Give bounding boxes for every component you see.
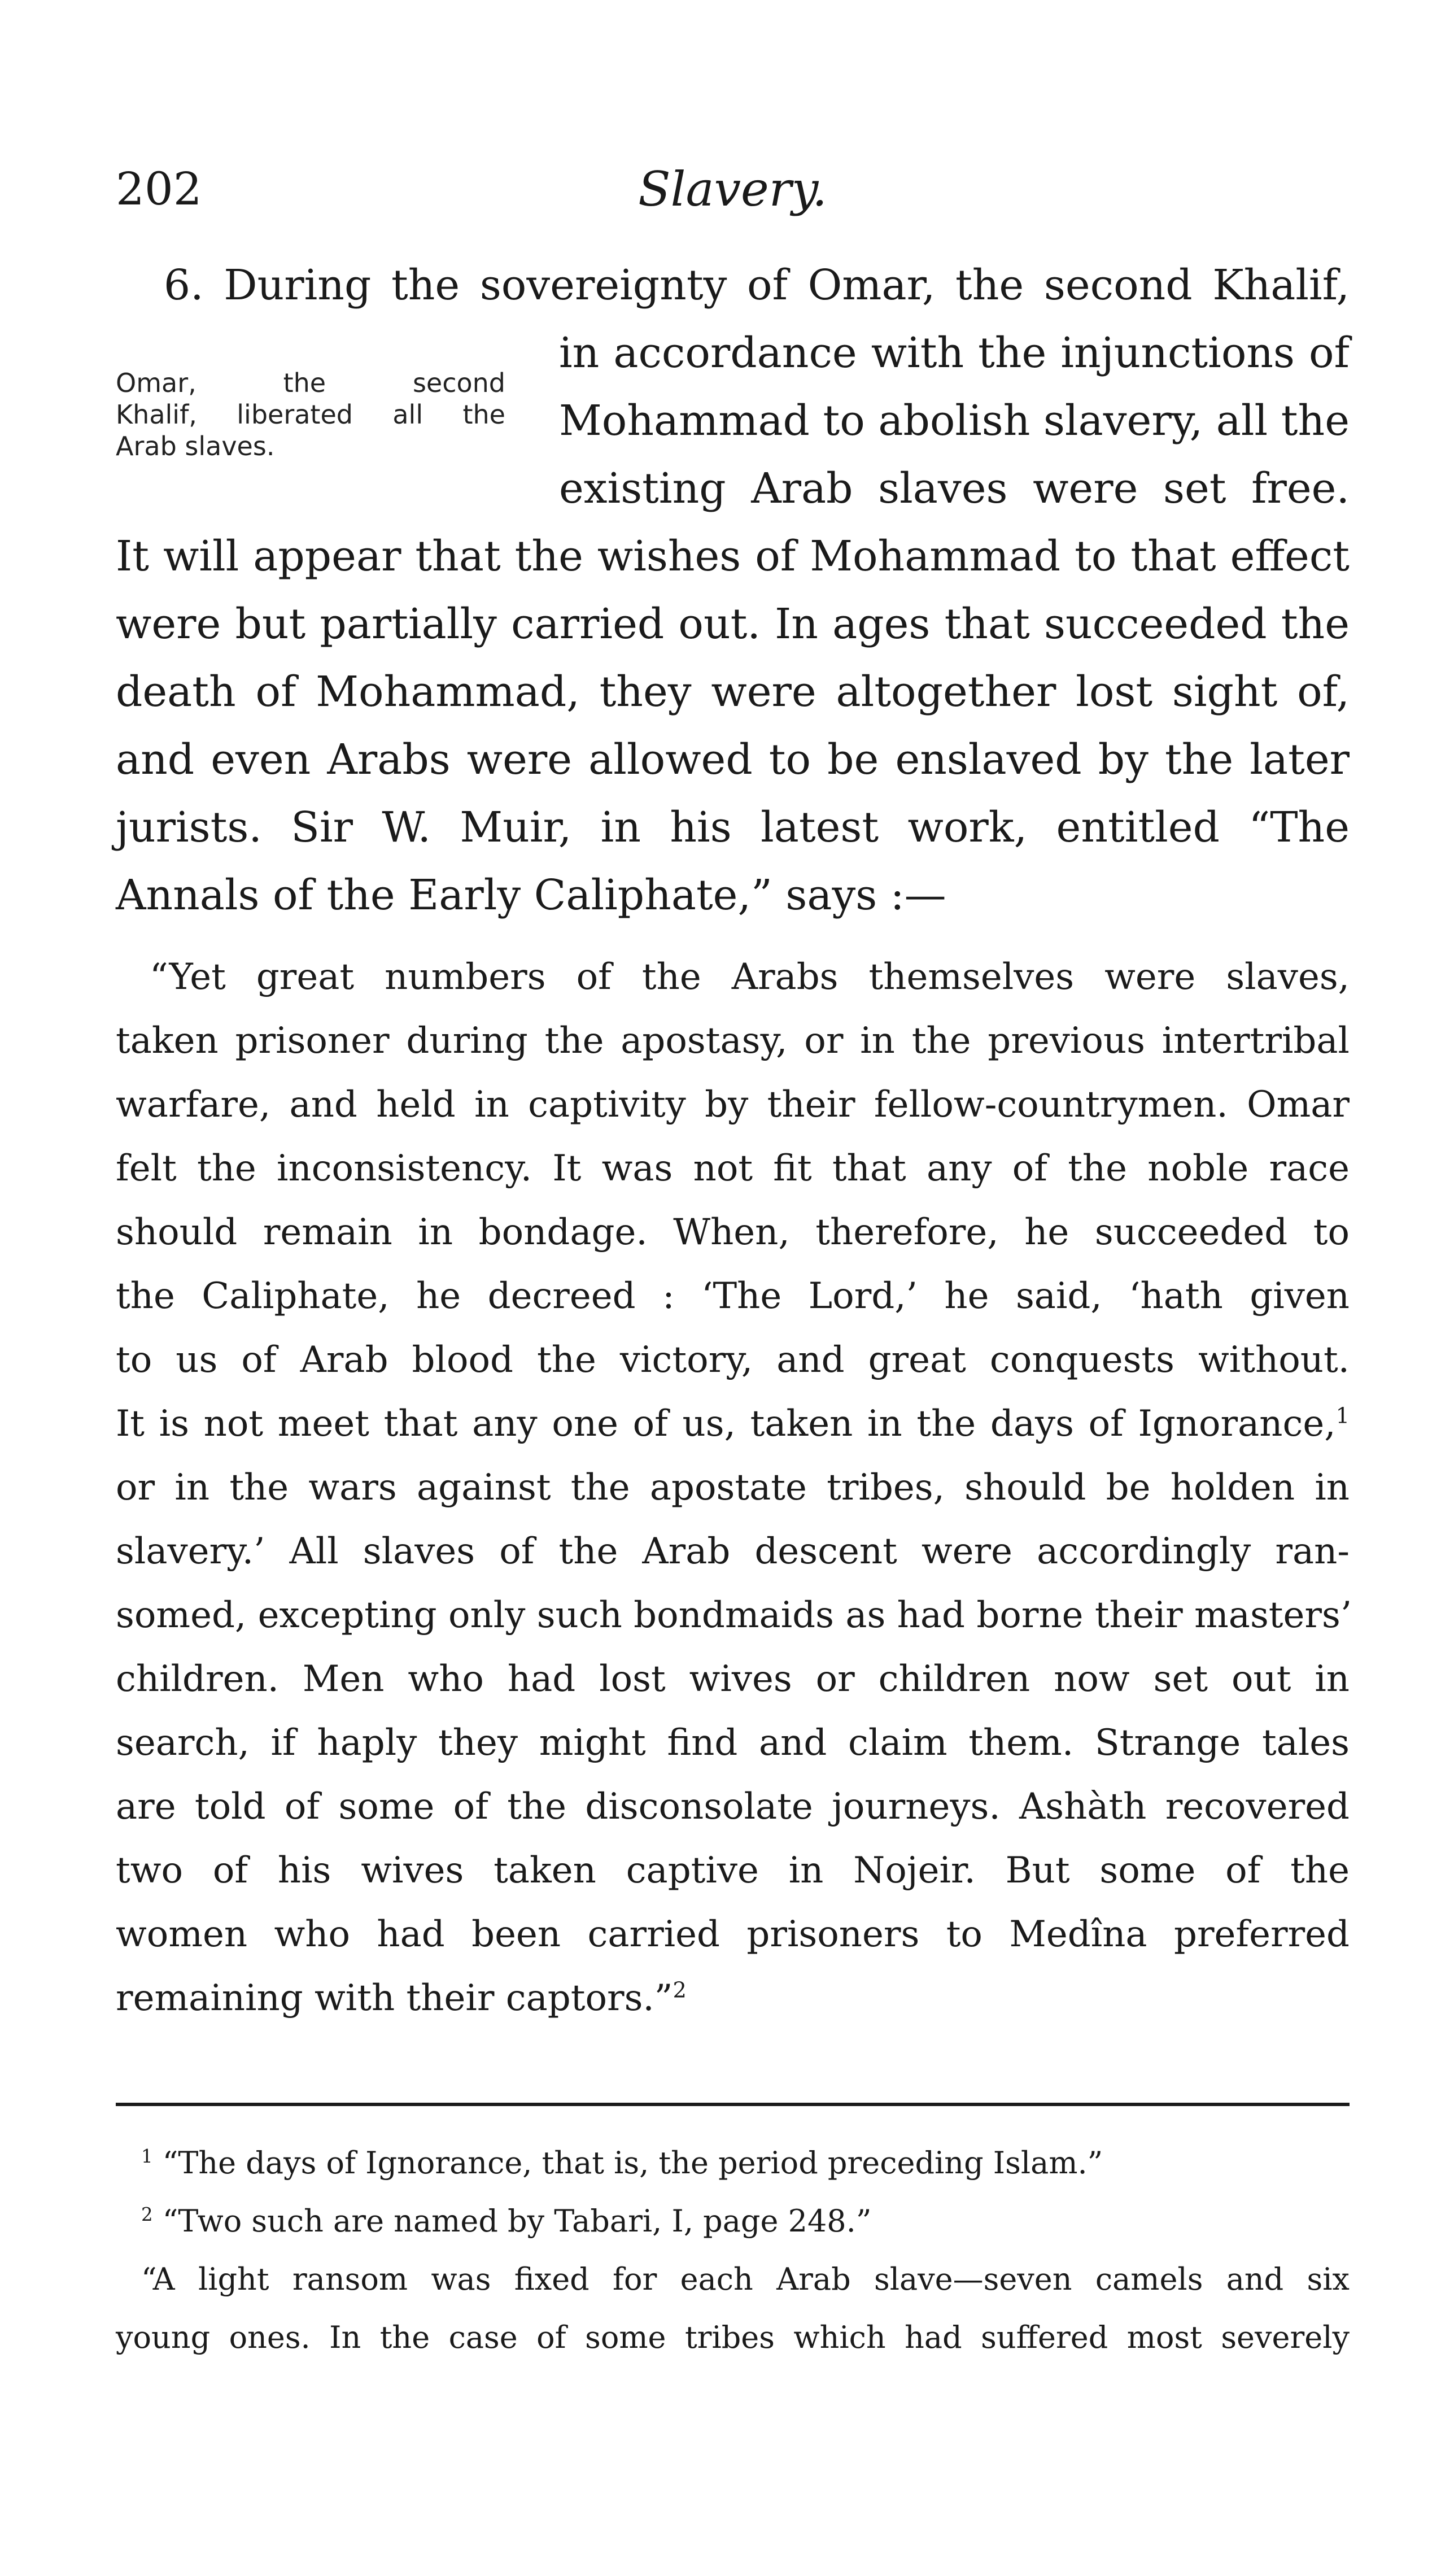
quote-line: to us of Arab blood the victory, and great conquests without. [116,1339,1350,1381]
quote-line: slavery.’ All slaves of the Arab descent were accordingly ran- [116,1531,1350,1572]
paragraph-line: in accordance with the injunctions of [559,329,1350,377]
paragraph-line: existing Arab slaves were set free. [559,464,1350,513]
page-header [116,161,1350,223]
paragraph-line: Annals of the Early Caliphate,” says :— [116,871,946,919]
quote-line: are told of some of the disconsolate journeys. Ashàth recovered [116,1786,1350,1828]
footnote-continuation-line: “A light ransom was fixed for each Arab slave—seven camels and six [141,2261,1350,2297]
paragraph-line: 6. During the sovereignty of Omar, the second Khalif, [164,261,1350,310]
footnote-continuation-line: young ones. In the case of some tribes which had suffered most severely [116,2320,1350,2355]
quote-line: warfare, and held in captivity by their fellow-countrymen. Omar [116,1084,1350,1126]
quote-line: women who had been carried prisoners to Medîna preferred [116,1914,1350,1955]
footnote-ref: 1 [1335,1403,1350,1429]
paragraph-line: It will appear that the wishes of Mohammad to that effect [116,532,1350,581]
footnote-marker: 2 [141,2204,153,2225]
quote-line: children. Men who had lost wives or children now set out in [116,1658,1350,1700]
paragraph-line: and even Arabs were allowed to be enslaved by the later [116,735,1350,784]
page-number: 202 [116,163,202,215]
quote-line: It is not meet that any one of us, taken in the days of Ignorance,$^1$ [116,1403,1350,1445]
quote-line: somed, excepting only such bondmaids as had borne their masters’ [116,1594,1352,1636]
footnote-ref: 2 [673,1977,687,2003]
margin-note [116,367,505,462]
margin-note-line: Khalif, liberated all the [116,399,505,430]
quote-line: remaining with their captors.”$^2$ [116,1977,687,2019]
running-title: Slavery. [638,162,827,217]
footnote-marker: 1 [141,2146,153,2167]
quote-line: felt the inconsistency. It was not fit that any of the noble race [116,1148,1350,1189]
quote-line: “Yet great numbers of the Arabs themselves were slaves, [150,956,1350,998]
paragraph-line: were but partially carried out. In ages that succeeded the [116,600,1350,648]
paragraph-line: jurists. Sir W. Muir, in his latest work, entitled “The [116,803,1350,852]
quote-line: should remain in bondage. When, therefore, he succeeded to [116,1211,1350,1253]
paragraph-line: Mohammad to abolish slavery, all the [559,396,1350,445]
margin-note-line: Arab slaves. [116,431,275,461]
footnote-2: $^2$ “Two such are named by Tabari, I, page 248.” [141,2203,872,2239]
quote-line: search, if haply they might find and claim them. Strange tales [116,1722,1350,1764]
quote-line: the Caliphate, he decreed : ‘The Lord,’ he said, ‘hath given [116,1275,1350,1317]
quote-line: or in the wars against the apostate tribes, should be holden in [116,1467,1350,1509]
footnote-rule [116,2103,1350,2106]
quote-line: taken prisoner during the apostasy, or in the previous intertribal [116,1020,1350,1062]
quote-line: two of his wives taken captive in Nojeir. But some of the [116,1850,1350,1891]
margin-note-line: Omar, the second [116,368,505,398]
paragraph-line: death of Mohammad, they were altogether lost sight of, [116,668,1350,716]
footnote-1: $^1$ “The days of Ignorance, that is, the period preceding Islam.” [141,2145,1103,2181]
